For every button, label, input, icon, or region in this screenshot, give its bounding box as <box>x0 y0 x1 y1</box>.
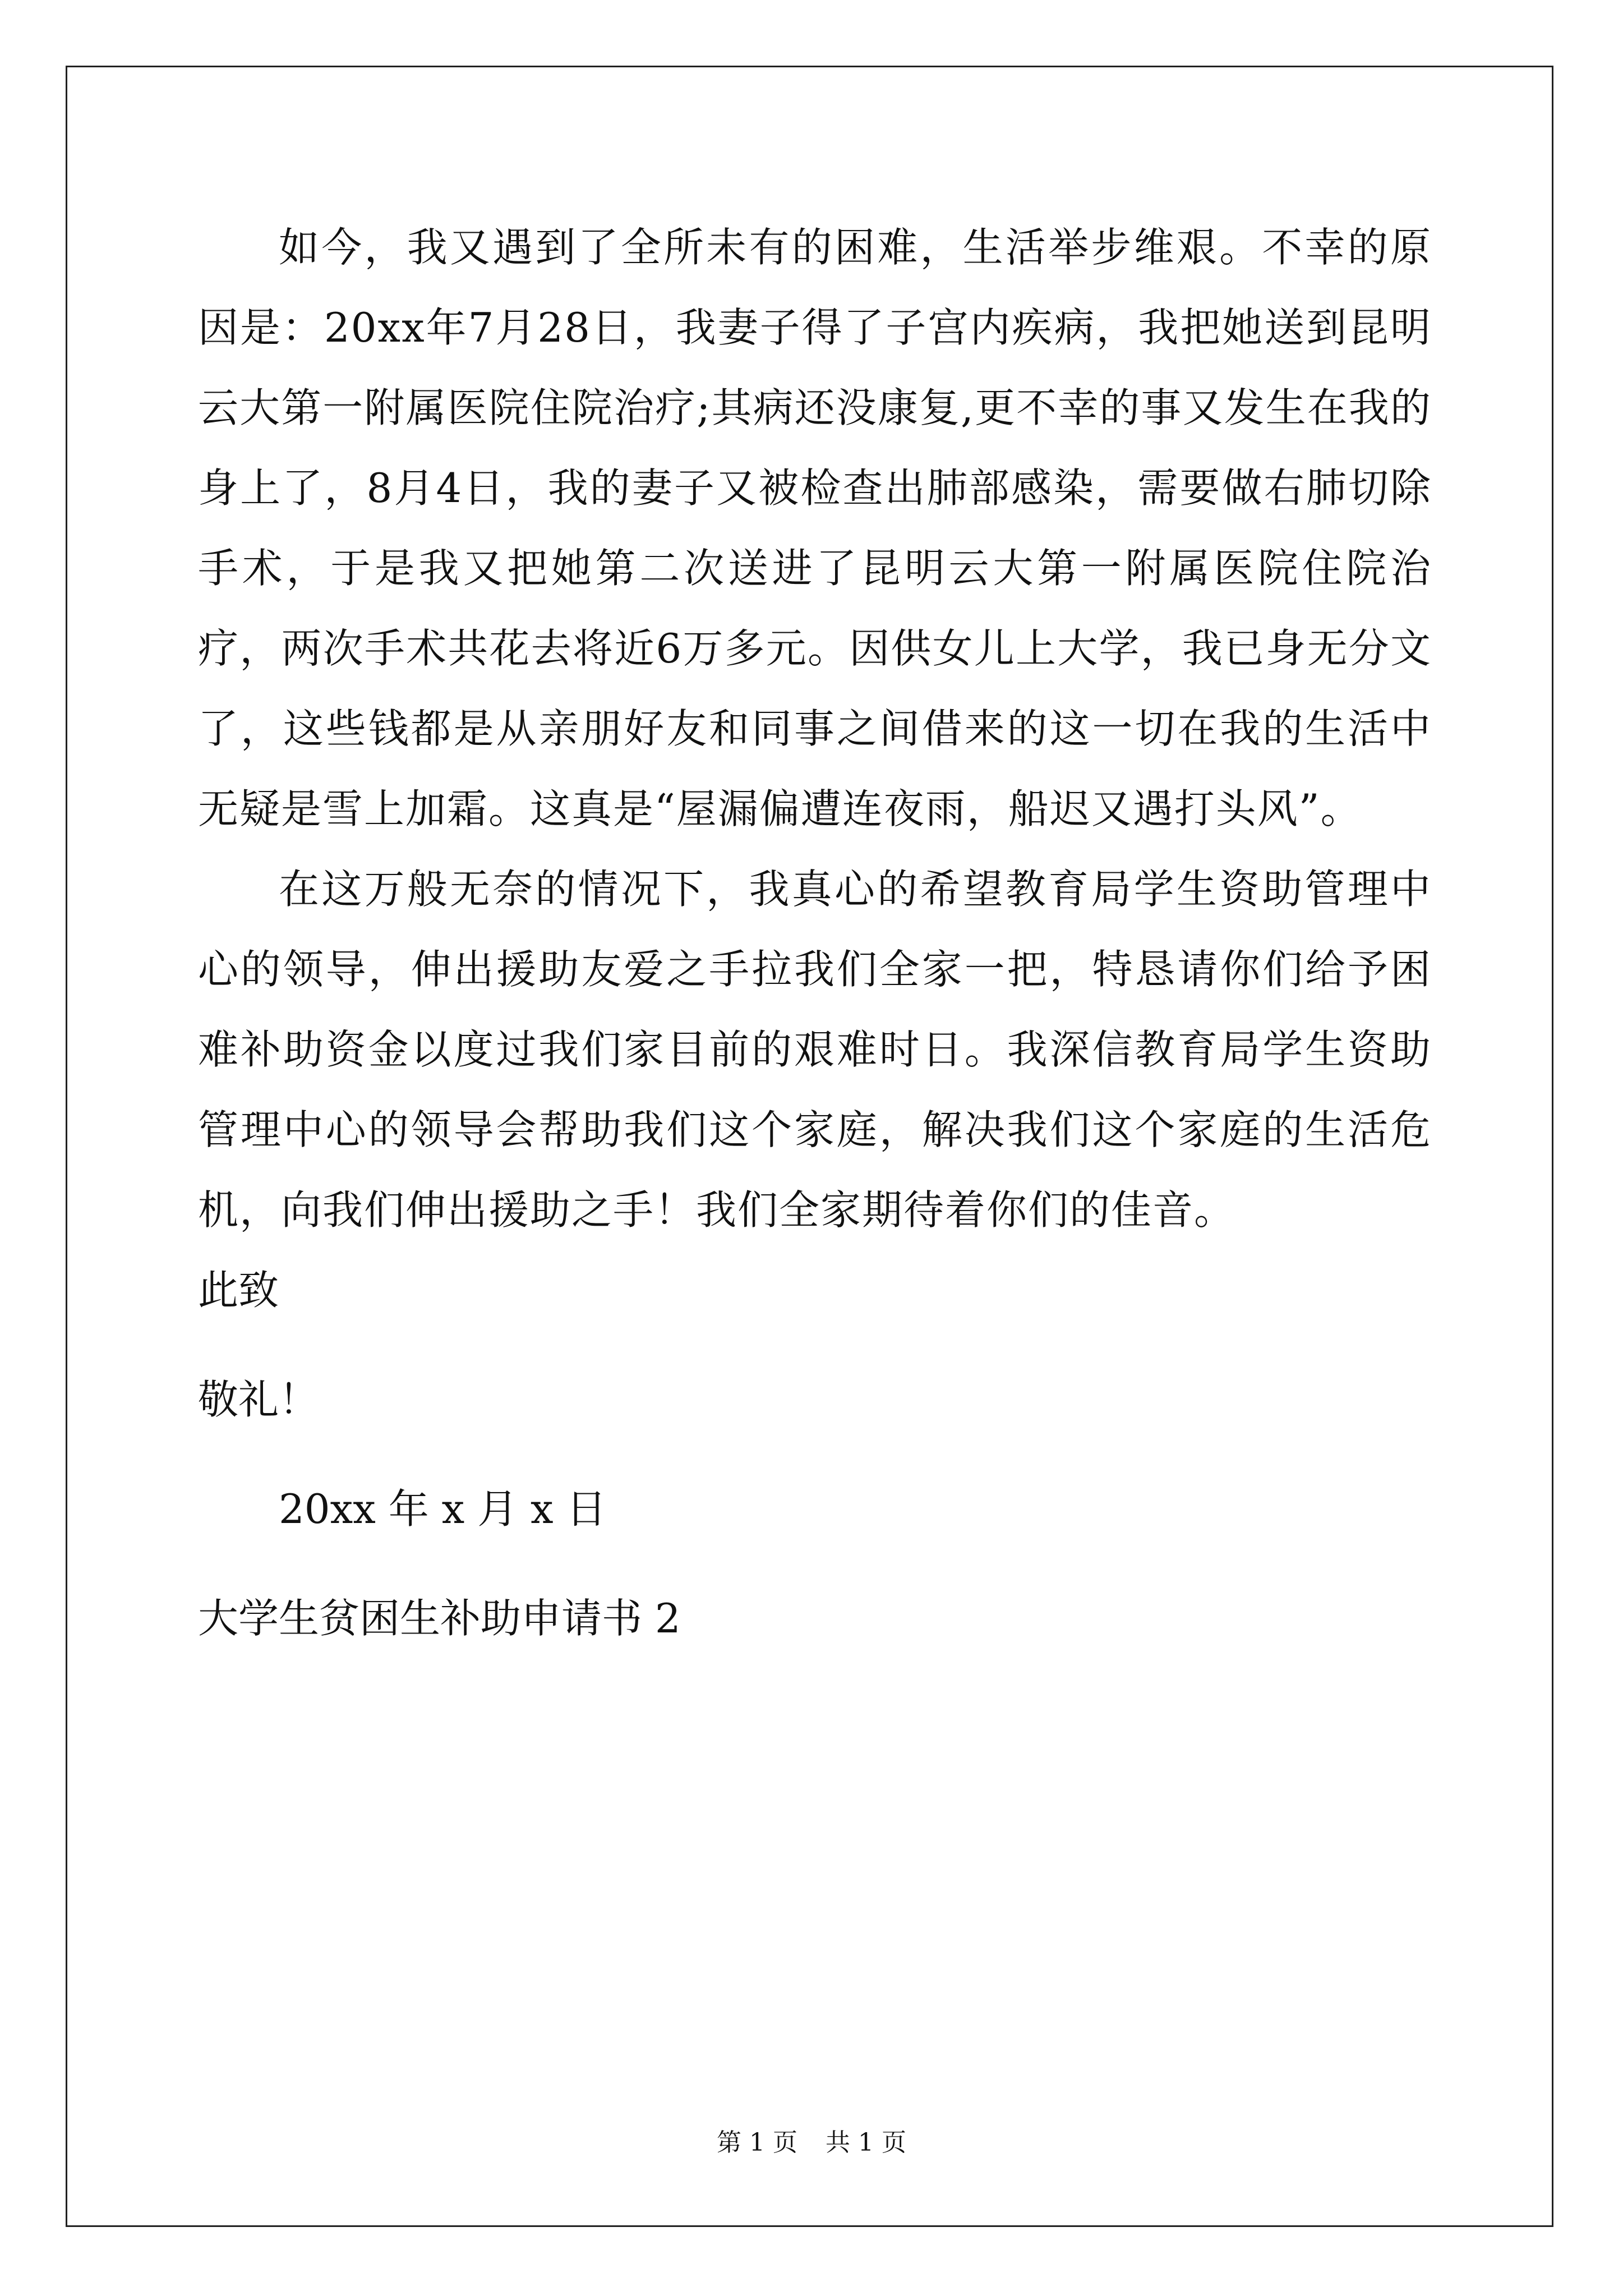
page-number-current: 第 1 页 <box>717 2128 797 2157</box>
paragraph-situation: 如今，我又遇到了全所未有的困难，生活举步维艰。不幸的原因是：20xx年7月28日，我妻子得了子宫内疾病，我把她送到昆明云大第一附属医院住院治疗;其病还没康复,更不幸的事又发生在我的身上了，8月4日，我的妻子又被检查出肺部感染，需要做右肺切除手术，于是我又把她第二次送进了昆明云大第一附属医院住院治疗，两次手术共花去将近6万多元。因供女儿上大学，我已身无分文了，这些钱都是从亲朋好友和同事之间借来的这一切在我的生活中无疑是雪上加霜。这真是“屋漏偏遭连夜雨，船迟又遇打头风”。 <box>198 224 1432 832</box>
letter-body <box>198 208 1432 1659</box>
closing-greeting: 此致 <box>198 1267 279 1314</box>
page-footer <box>0 2126 1623 2160</box>
next-document-title: 大学生贫困生补助申请书 2 <box>198 1595 681 1642</box>
closing-salute: 敬礼！ <box>198 1376 320 1423</box>
paragraph-request: 在这万般无奈的情况下，我真心的希望教育局学生资助管理中心的领导，伸出援助友爱之手拉我们全家一把，特恳请你们给予困难补助资金以度过我们家目前的艰难时日。我深信教育局学生资助管理中心的领导会帮助我们这个家庭，解决我们这个家庭的生活危机，向我们伸出援助之手！我们全家期待着你们的佳音。 <box>198 866 1432 1234</box>
page-number-total: 共 1 页 <box>826 2128 906 2157</box>
letter-date: 20xx 年 x 月 x 日 <box>279 1485 607 1533</box>
